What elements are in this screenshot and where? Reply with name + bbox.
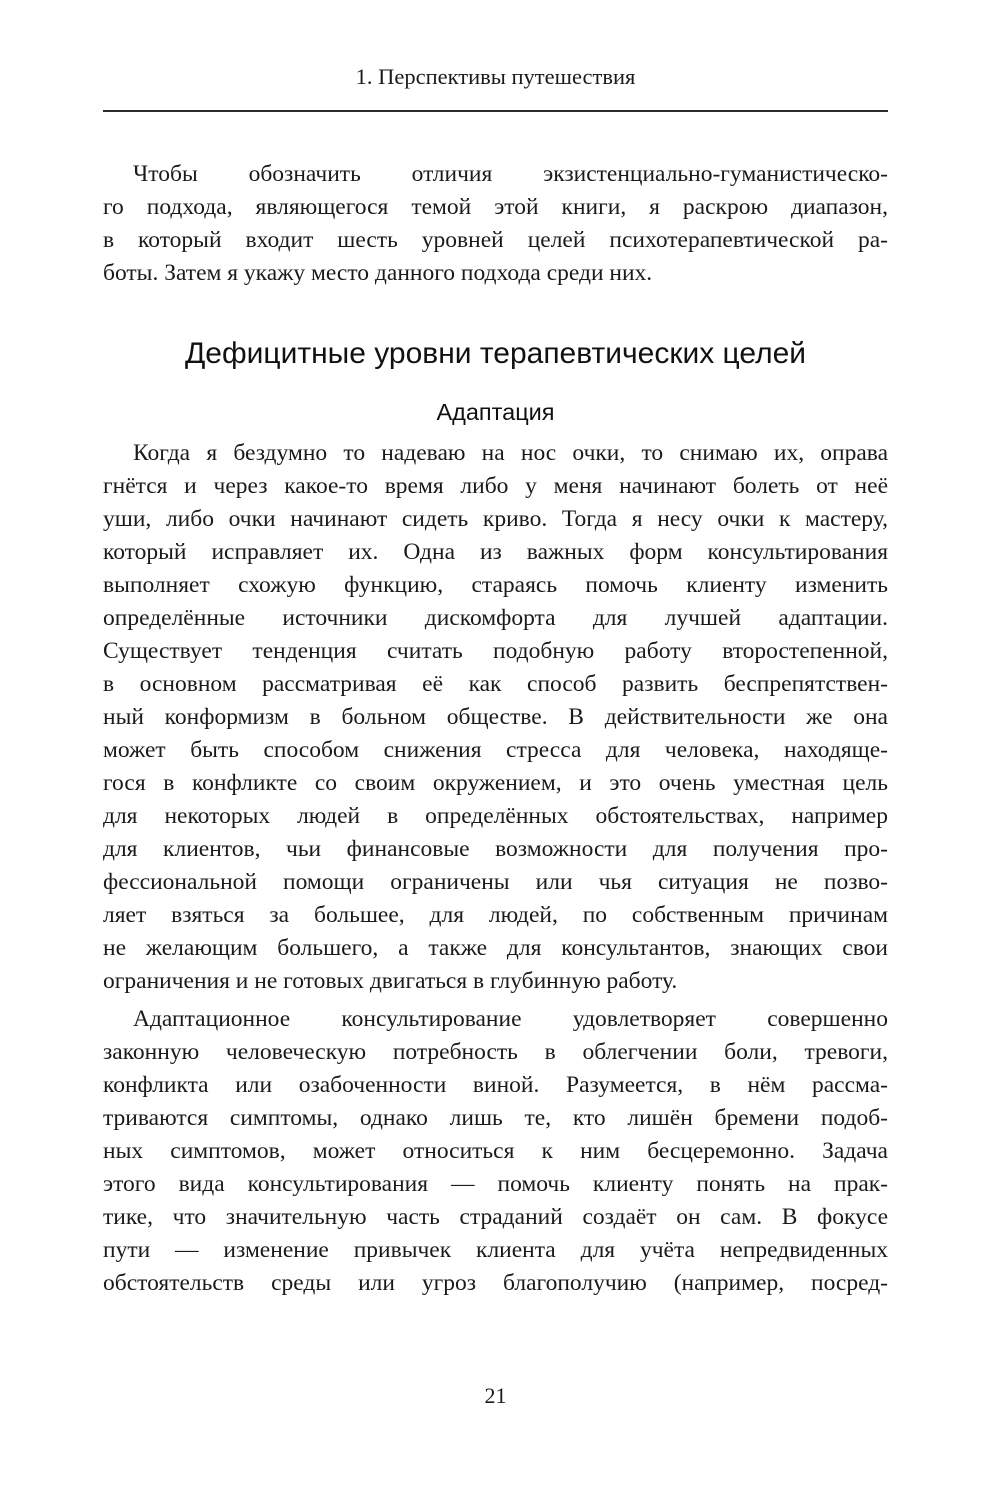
subsection-heading: Адаптация xyxy=(436,399,555,425)
text-line: для некоторых людей в определённых обстоятельствах, например xyxy=(103,803,888,829)
text-line: который исправляет их. Одна из важных форм консультирования xyxy=(103,539,888,565)
text-line: законную человеческую потребность в облегчении боли, тревоги, xyxy=(103,1039,888,1065)
text-line: ный конформизм в больном обществе. В действительности же она xyxy=(103,704,888,730)
body-paragraph-2 xyxy=(103,1003,888,1300)
text-line: определённые источники дискомфорта для лучшей адаптации. xyxy=(103,605,888,631)
header-rule xyxy=(103,110,888,112)
text-line: выполняет схожую функцию, стараясь помочь клиенту изменить xyxy=(103,572,888,598)
body-paragraph-1 xyxy=(103,437,888,998)
text-line: в основном рассматривая её как способ развить беспрепятствен- xyxy=(103,671,888,697)
text-line: Чтобы обозначить отличия экзистенциально-гуманистическо- xyxy=(133,161,888,187)
running-header: 1. Перспективы путешествия xyxy=(355,64,636,89)
text-line: ограничения и не готовых двигаться в глубинную работу. xyxy=(103,968,678,994)
text-line: не желающим большего, а также для консультантов, знающих свои xyxy=(103,935,888,961)
page-number: 21 xyxy=(484,1383,507,1408)
section-heading: Дефицитные уровни терапевтических целей xyxy=(184,337,807,370)
text-line: обстоятельств среды или угроз благополучию (например, посред- xyxy=(103,1270,888,1296)
text-line: го подхода, являющегося темой этой книги, я раскрою диапазон, xyxy=(103,194,888,220)
text-line: Существует тенденция считать подобную работу второстепенной, xyxy=(103,638,888,664)
text-line: триваются симптомы, однако лишь те, кто лишён бремени подоб- xyxy=(103,1105,888,1131)
text-line: этого вида консультирования — помочь клиенту понять на прак- xyxy=(103,1171,888,1197)
text-line: может быть способом снижения стресса для человека, находяще- xyxy=(103,737,888,763)
text-line: фессиональной помощи ограничены или чья ситуация не позво- xyxy=(103,869,888,895)
text-line: гнётся и через какое-то время либо у меня начинают болеть от неё xyxy=(103,473,888,499)
text-line: Когда я бездумно то надеваю на нос очки, то снимаю их, оправа xyxy=(133,440,888,466)
text-line: пути — изменение привычек клиента для учёта непредвиденных xyxy=(103,1237,888,1263)
text-line: в который входит шесть уровней целей психотерапевтической ра- xyxy=(103,227,888,253)
text-line: ных симптомов, может относиться к ним бесцеремонно. Задача xyxy=(103,1138,888,1164)
text-line: уши, либо очки начинают сидеть криво. Тогда я несу очки к мастеру, xyxy=(103,506,888,532)
intro-paragraph xyxy=(103,158,888,290)
text-line: для клиентов, чьи финансовые возможности для получения про- xyxy=(103,836,888,862)
text-line: тике, что значительную часть страданий создаёт он сам. В фокусе xyxy=(103,1204,888,1230)
text-line: боты. Затем я укажу место данного подхода среди них. xyxy=(103,260,653,286)
text-line: Адаптационное консультирование удовлетворяет совершенно xyxy=(133,1006,888,1032)
text-line: гося в конфликте со своим окружением, и это очень уместная цель xyxy=(103,770,888,796)
text-line: ляет взяться за большее, для людей, по собственным причинам xyxy=(103,902,888,928)
text-line: конфликта или озабоченности виной. Разумеется, в нём рассма- xyxy=(103,1072,888,1098)
